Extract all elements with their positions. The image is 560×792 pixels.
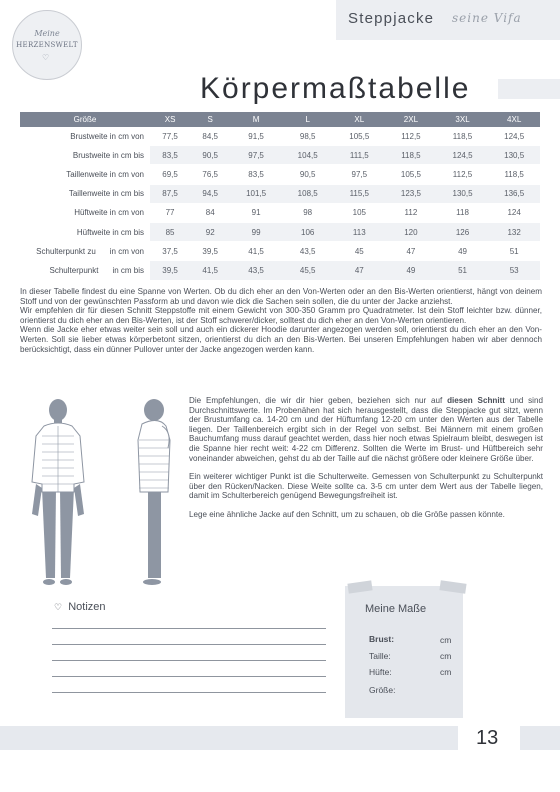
table-cell: 106 [282, 222, 334, 241]
table-cell: 85 [150, 222, 190, 241]
size-header-label: Größe [20, 112, 150, 127]
row-label: Brustweite in cm bis [20, 146, 150, 165]
table-cell: 77,5 [150, 127, 190, 146]
measure-label-hip: Hüfte: [369, 667, 392, 677]
notes-heading [54, 601, 106, 613]
spacer [189, 463, 543, 472]
footer-band [0, 726, 458, 750]
table-cell: 105,5 [334, 127, 386, 146]
size-col-header: 3XL [437, 112, 489, 127]
table-cell: 97,5 [334, 165, 386, 184]
row-label: Taillenweite in cm von [20, 165, 150, 184]
table-cell: 126 [437, 222, 489, 241]
table-cell: 124,5 [437, 146, 489, 165]
table-cell: 118 [437, 203, 489, 222]
table-cell: 51 [437, 261, 489, 280]
table-row [20, 165, 540, 184]
table-cell: 108,5 [282, 184, 334, 203]
fit-paragraph: Lege eine ähnliche Jacke auf den Schnitt, um zu schauen, ob die Größe passen könnte. [189, 509, 505, 519]
size-col-header: XS [150, 112, 190, 127]
table-cell: 49 [385, 261, 437, 280]
table-cell: 130,5 [437, 184, 489, 203]
table-cell: 87,5 [150, 184, 190, 203]
table-cell: 123,5 [385, 184, 437, 203]
measure-label-waist: Taille: [369, 651, 391, 661]
row-label [20, 242, 150, 261]
fit-paragraph: Ein weiterer wichtiger Punkt ist die Schulterweite. Gemessen von Schulterpunkt zu Schulterpunkt über den Rücken/Nacken. Diese Weite sollte ca. 3-5 cm unter dem Wert aus der Tabelle liegen, damit im Schulterbereich genügend Bewegungsfreiheit ist. [189, 472, 543, 501]
table-cell: 47 [334, 261, 386, 280]
table-cell: 39,5 [190, 242, 230, 261]
measure-unit: cm [440, 635, 452, 645]
fit-paragraph [189, 396, 543, 463]
table-cell: 112,5 [385, 127, 437, 146]
fit-text: Die Empfehlungen, die wir dir hier geben, beziehen sich nur auf [189, 396, 443, 405]
measure-unit: cm [440, 667, 452, 677]
table-cell: 37,5 [150, 242, 190, 261]
table-cell: 51 [488, 242, 540, 261]
table-cell: 112 [385, 203, 437, 222]
intro-text [20, 287, 542, 354]
pattern-subtitle: seine Vifa [452, 11, 522, 25]
table-row [20, 184, 540, 203]
table-cell: 113 [334, 222, 386, 241]
table-cell: 45 [334, 242, 386, 261]
table-cell: 130,5 [488, 146, 540, 165]
table-cell: 118,5 [488, 165, 540, 184]
title-accent-bar [498, 79, 560, 99]
table-cell: 45,5 [282, 261, 334, 280]
table-cell: 111,5 [334, 146, 386, 165]
table-cell: 84,5 [190, 127, 230, 146]
row-label: Brustweite in cm von [20, 127, 150, 146]
size-col-header: L [282, 112, 334, 127]
intro-paragraph: Wenn die Jacke eher etwas weiter sein soll und auch ein dickerer Hoodie darunter angezogen werden soll, orientierst du dich eher an den Von-Werten. Soll sie lieber etwas körperbetont sitzen, orientierst du dich an den Bis-Werten. Bei unseren Empfehlungen haben wir aber dennoch berücksichtigt, dass ein dünner Pullover unter der Jacke angezogen werden kann. [20, 325, 542, 354]
notes-title: Notizen [68, 601, 106, 613]
note-line[interactable] [52, 628, 326, 629]
measure-label-size: Größe: [369, 685, 396, 695]
table-cell: 105,5 [385, 165, 437, 184]
table-row [20, 203, 540, 222]
note-line[interactable] [52, 660, 326, 661]
table-cell: 43,5 [230, 261, 282, 280]
figure-side-illustration [128, 396, 180, 588]
table-cell: 41,5 [230, 242, 282, 261]
size-col-header: 4XL [488, 112, 540, 127]
table-cell: 132 [488, 222, 540, 241]
table-row [20, 127, 540, 146]
note-line[interactable] [52, 644, 326, 645]
logo-script: Meine [34, 29, 60, 38]
table-cell: 53 [488, 261, 540, 280]
row-label-part: in cm bis [112, 265, 144, 275]
note-line[interactable] [52, 676, 326, 677]
table-cell: 84 [190, 203, 230, 222]
row-label [20, 261, 150, 280]
table-cell: 99 [230, 222, 282, 241]
table-cell: 97,5 [230, 146, 282, 165]
row-label: Taillenweite in cm bis [20, 184, 150, 203]
my-measurements-title: Meine Maße [365, 603, 427, 615]
table-cell: 124 [488, 203, 540, 222]
measure-label-chest: Brust: [369, 634, 395, 644]
table-cell: 136,5 [488, 184, 540, 203]
size-col-header: M [230, 112, 282, 127]
brand-logo [12, 10, 82, 80]
size-col-header: 2XL [385, 112, 437, 127]
row-label: Hüftweite in cm von [20, 203, 150, 222]
table-row [20, 261, 540, 280]
table-cell: 43,5 [282, 242, 334, 261]
table-cell: 90,5 [190, 146, 230, 165]
size-col-header: XL [334, 112, 386, 127]
table-cell: 49 [437, 242, 489, 261]
table-cell: 94,5 [190, 184, 230, 203]
spacer [189, 501, 543, 510]
table-cell: 41,5 [190, 261, 230, 280]
table-cell: 124,5 [488, 127, 540, 146]
figure-front-illustration [22, 396, 94, 588]
table-cell: 104,5 [282, 146, 334, 165]
row-label: Hüftweite in cm bis [20, 222, 150, 241]
table-cell: 112,5 [437, 165, 489, 184]
table-cell: 83,5 [230, 165, 282, 184]
page-title: Körpermaßtabelle [200, 72, 471, 105]
table-cell: 69,5 [150, 165, 190, 184]
fit-text: und sind Durchschnittswerte. Im Probenähen hat sich herausgestellt, dass die Steppjacke gut sitzt, wenn der Brustumfang ca. 14-20 cm und der Hüftumfang 12-20 cm unter den Werten aus der Tabelle liegen. Der Taillenbereich ergibt sich in der Regel von selbst. Bei Männern mit einem großen Bauchumfang muss darauf geachtet werden, dass hier noch etwas Spielraum bleibt, deswegen ist die Spanne hier recht weit: 4-22 cm Differenz. Sollten die Werte im Brust- und Hüftbereich sehr voneinander abweichen, gehst du ab der Taille auf die nächst größere oder kleinere Größe über. [189, 396, 543, 463]
table-cell: 118,5 [437, 127, 489, 146]
table-cell: 91 [230, 203, 282, 222]
table-row [20, 222, 540, 241]
note-line[interactable] [52, 692, 326, 693]
heart-icon: ♡ [42, 53, 50, 62]
intro-paragraph: In dieser Tabelle findest du eine Spanne von Werten. Ob du dich eher an den Von-Werten oder an den Bis-Werten orientierst, hängt von deinem Stoff und von der gewünschten Passform ab und davon wie dick die Sachen sein sollen, die du unter der Jacke anziehst. [20, 287, 542, 306]
size-col-header: S [190, 112, 230, 127]
footer-band-right [520, 726, 560, 750]
row-label-part: Schulterpunkt zu [36, 246, 96, 256]
size-table-header [20, 112, 540, 127]
table-cell: 115,5 [334, 184, 386, 203]
page-number: 13 [476, 727, 499, 749]
table-cell: 92 [190, 222, 230, 241]
table-cell: 101,5 [230, 184, 282, 203]
table-cell: 120 [385, 222, 437, 241]
table-cell: 105 [334, 203, 386, 222]
table-cell: 76,5 [190, 165, 230, 184]
fit-text-bold: diesen Schnitt [447, 396, 505, 405]
logo-wordmark: HERZENSWELT [16, 41, 78, 49]
table-cell: 47 [385, 242, 437, 261]
table-row [20, 242, 540, 261]
table-cell: 90,5 [282, 165, 334, 184]
fit-advice-text [189, 396, 543, 520]
pattern-name: Steppjacke [348, 10, 435, 27]
table-cell: 39,5 [150, 261, 190, 280]
measure-unit: cm [440, 651, 452, 661]
size-table [20, 112, 540, 281]
intro-paragraph: Wir empfehlen dir für diesen Schnitt Steppstoffe mit einem Gewicht von 300-350 Gramm pro Quadratmeter. Ist dein Stoff leichter bzw. dünner, orientierst du dich eher an den Bis-Werten, ist der Stoff schwerer/dicker, solltest du dich eher an den Von-Werten orientieren. [20, 306, 542, 325]
table-row [20, 146, 540, 165]
table-cell: 98,5 [282, 127, 334, 146]
table-cell: 91,5 [230, 127, 282, 146]
row-label-part: in cm von [109, 246, 144, 256]
table-cell: 77 [150, 203, 190, 222]
table-cell: 118,5 [385, 146, 437, 165]
table-cell: 83,5 [150, 146, 190, 165]
row-label-part: Schulterpunkt [49, 265, 99, 275]
table-cell: 98 [282, 203, 334, 222]
heart-icon: ♡ [54, 602, 63, 612]
